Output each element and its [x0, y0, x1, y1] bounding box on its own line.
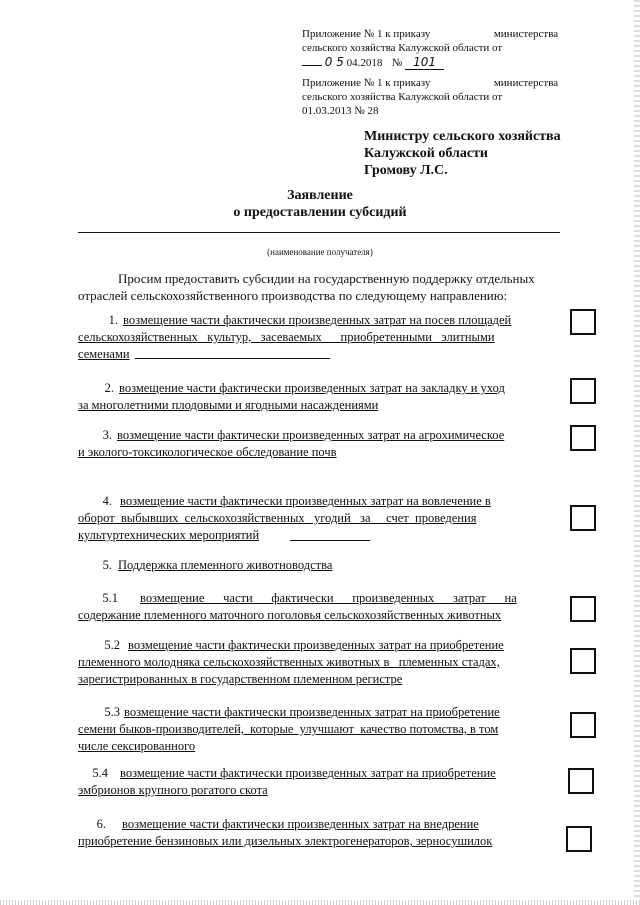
checkbox-item-5-2[interactable]	[570, 648, 596, 674]
recipient-caption: (наименование получателя)	[267, 247, 373, 257]
checkbox-item-5-4[interactable]	[568, 768, 594, 794]
order-number-sign: №	[391, 57, 403, 69]
item-text-line2: за многолетними плодовыми и ягодными насаждениями	[78, 398, 379, 412]
item-text-line1: возмещение части фактически произведенных затрат на посев площадей	[123, 313, 512, 327]
subsidy-item-6	[78, 816, 558, 850]
order-ref-line1-right: министерства	[493, 28, 559, 40]
item-text-line2: содержание племенного маточного поголовья сельскохозяйственных животных	[78, 608, 502, 622]
subsidy-item-5-1	[78, 590, 558, 624]
order-date: 04.2018	[346, 57, 383, 69]
item-text-line2: оборот выбывших сельскохозяйственных угодий за счет проведения	[78, 511, 477, 525]
order-ref-line2: сельского хозяйства Калужской области от	[302, 42, 503, 54]
item-text-line1: Поддержка племенного животноводства	[118, 558, 333, 572]
document-subtitle: о предоставлении субсидий	[233, 205, 407, 220]
order-ref-line1-left: Приложение № 1 к приказу	[302, 28, 431, 40]
item-text-line2: племенного молодняка сельскохозяйственных животных в племенных стадах,	[78, 655, 500, 669]
item-text-line1: возмещение части фактически произведенных затрат на приобретение	[128, 638, 504, 652]
checkbox-item-3[interactable]	[570, 425, 596, 451]
checkbox-item-1[interactable]	[570, 309, 596, 335]
order-reference-original	[302, 76, 558, 118]
order-ref2-line1-left: Приложение № 1 к приказу	[302, 77, 431, 89]
checkbox-item-5-1[interactable]	[570, 596, 596, 622]
item-number: 1.	[108, 313, 118, 327]
checkbox-item-6[interactable]	[566, 826, 592, 852]
addressee-line3: Громову Л.С.	[364, 163, 448, 178]
item-text-line1: возмещение части фактически произведенных затрат на внедрение	[122, 817, 479, 831]
item-4-underline-extension	[290, 540, 370, 541]
item-text-line2: приобретение бензиновых или дизельных электрогенераторов, зерносушилок	[78, 834, 493, 848]
subsidy-item-1	[78, 312, 558, 363]
subsidy-item-5	[78, 557, 558, 574]
item-number: 5.3	[104, 705, 120, 719]
item-number: 5.2	[104, 638, 120, 652]
item-text-line3: семенами	[78, 347, 130, 361]
item-text-line2: и эколого-токсикологическое обследование почв	[78, 445, 337, 459]
item-text-line1: возмещение части фактически произведенных затрат на закладку и уход	[119, 381, 505, 395]
item-text-line3: числе сексированного	[78, 739, 196, 753]
handwritten-order-number: 101	[405, 55, 444, 70]
item-text-line1: возмещение части фактически произведенных затрат на приобретение	[124, 705, 500, 719]
item-text-line2: семени быков-производителей, которые улучшают качество потомства, в том	[78, 722, 499, 736]
subsidy-item-3	[78, 427, 558, 461]
item-text-line3: зарегистрированных в государственном племенном регистре	[78, 672, 403, 686]
scan-edge-bottom	[0, 900, 640, 905]
item-text-line1: возмещение части фактически произведенных затрат на приобретение	[120, 766, 496, 780]
item-number: 5.1	[102, 591, 118, 605]
item-number: 2.	[104, 381, 114, 395]
checkbox-item-2[interactable]	[570, 378, 596, 404]
order-reference-current	[302, 27, 558, 70]
document-title: Заявление	[287, 188, 353, 203]
intro-paragraph	[78, 270, 560, 304]
subsidy-item-5-2	[78, 637, 558, 688]
scan-edge-right	[634, 0, 640, 905]
recipient-name-line	[78, 232, 560, 233]
item-text-line2: сельскохозяйственных культур, засеваемых приобретенными элитными	[78, 330, 495, 344]
item-text-line3: культуртехнических мероприятий	[78, 528, 260, 542]
subsidy-item-2	[78, 380, 558, 414]
addressee	[364, 128, 561, 179]
item-text-line1: возмещение части фактически произведенных затрат на	[140, 591, 517, 605]
item-text-line1: возмещение части фактически произведенных затрат на вовлечение в	[120, 494, 491, 508]
intro-line2: отраслей сельскохозяйственного производства по следующему направлению:	[78, 288, 508, 303]
item-number: 4.	[102, 494, 112, 508]
checkbox-item-4[interactable]	[570, 505, 596, 531]
item-number: 3.	[102, 428, 112, 442]
addressee-line1: Министру сельского хозяйства	[364, 129, 561, 144]
intro-line1: Просим предоставить субсидии на государственную поддержку отдельных	[118, 271, 535, 286]
item-text-line2: эмбрионов крупного рогатого скота	[78, 783, 268, 797]
item-1-underline-extension	[135, 358, 330, 359]
order-ref2-line2: сельского хозяйства Калужской области от	[302, 91, 503, 103]
subsidy-item-4	[78, 493, 558, 544]
item-number: 6.	[96, 817, 106, 831]
order-ref2-line1-right: министерства	[493, 77, 559, 89]
addressee-line2: Калужской области	[364, 146, 488, 161]
order-ref2-line3: 01.03.2013 № 28	[302, 105, 379, 117]
subsidy-item-5-4	[78, 765, 558, 799]
item-number: 5.4	[92, 766, 108, 780]
item-text-line1: возмещение части фактически произведенных затрат на агрохимическое	[117, 428, 505, 442]
subsidy-item-5-3	[78, 704, 558, 755]
handwritten-day: 0 5	[324, 55, 344, 69]
item-number: 5.	[102, 558, 112, 572]
checkbox-item-5-3[interactable]	[570, 712, 596, 738]
